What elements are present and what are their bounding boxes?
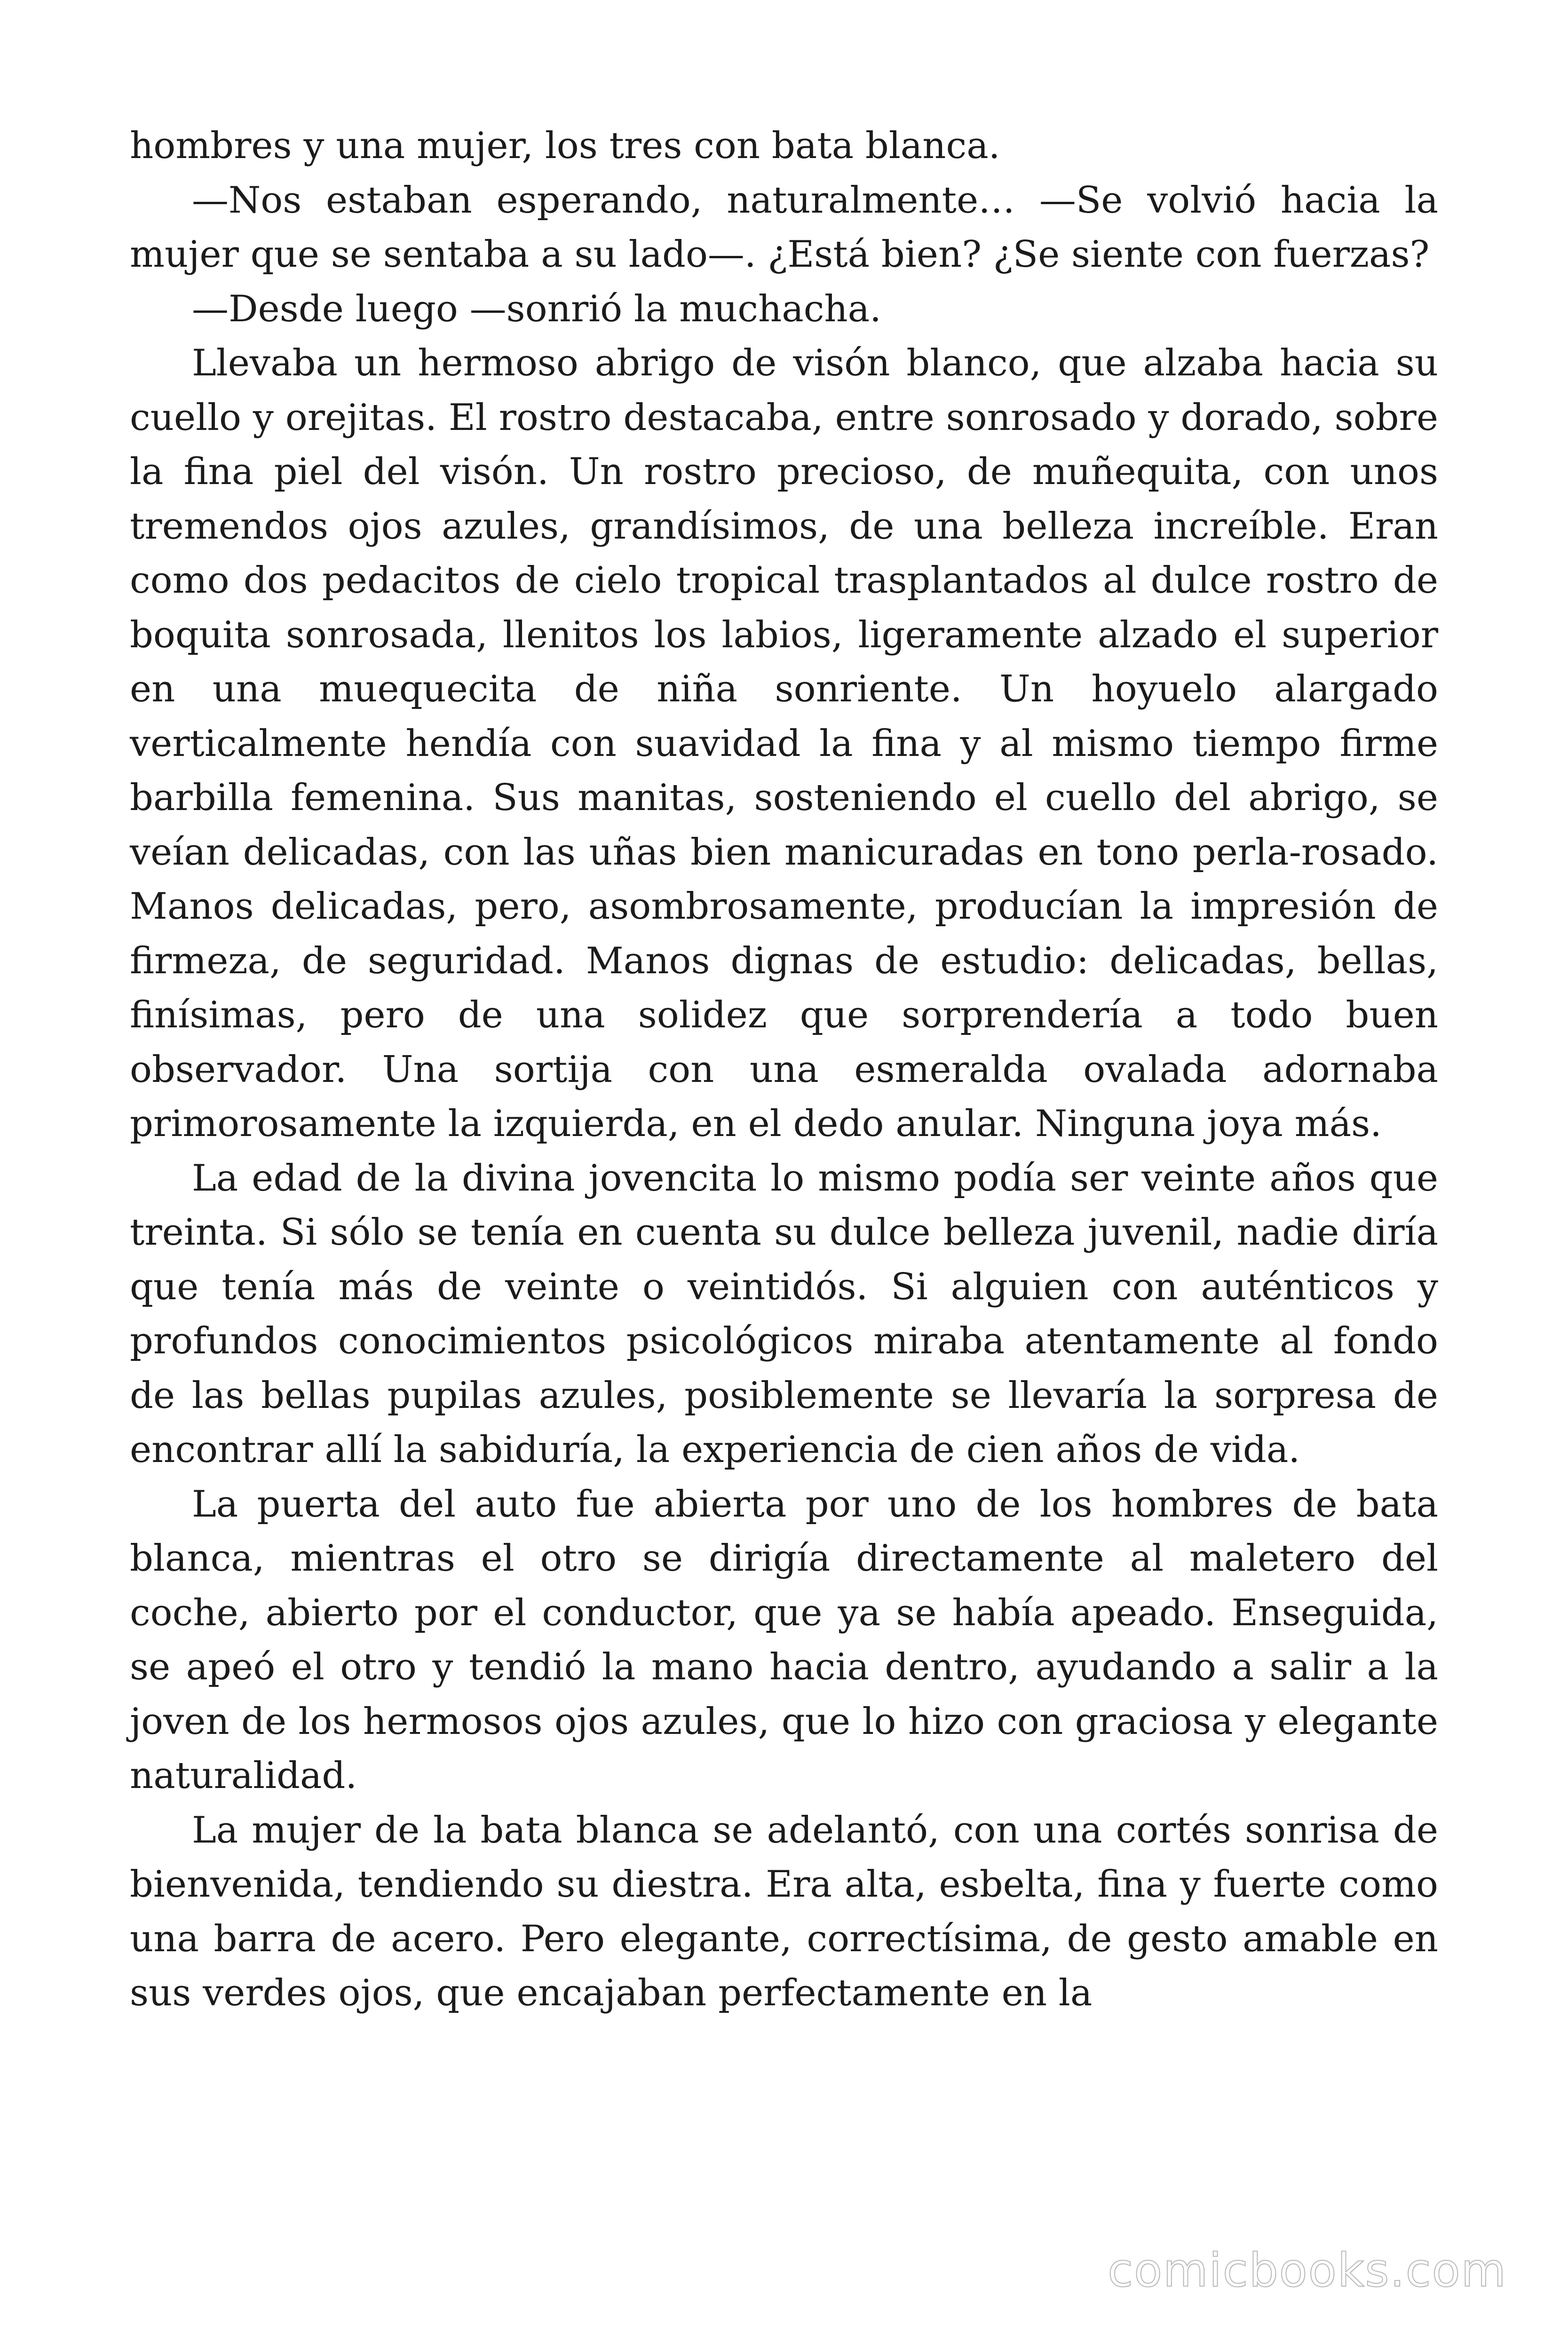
paragraph-woman-white-coat: La mujer de la bata blanca se adelantó, con una cortés sonrisa de bienvenida, tendiendo su diestra. Era alta, esbelta, fina y fuerte como una barra de acero. Pero elegante, correctísima, de gesto amable en sus verdes ojos, que encajaban perfectamente en la: [130, 1809, 1438, 2014]
paragraph-car-door: La puerta del auto fue abierta por uno de los hombres de bata blanca, mientras el otro se dirigía directamente al maletero del coche, abierto por el conductor, que ya se había apeado. Enseguida, se apeó el otro y tendió la mano hacia dentro, ayudando a salir a la joven de los hermosos ojos azules, que lo hizo con graciosa y elegante naturalidad.: [130, 1483, 1438, 1797]
paragraph-description-coat: Llevaba un hermoso abrigo de visón blanco, que alzaba hacia su cuello y orejitas. El rostro destacaba, entre sonrosado y dorado, sobre la fina piel del visón. Un rostro precioso, de muñequita, con unos tremendos ojos azules, grandísimos, de una belleza increíble. Eran como dos pedacitos de cielo tropical trasplantados al dulce rostro de boquita sonrosada, llenitos los labios, ligeramente alzado el superior en una muequecita de niña sonriente. Un hoyuelo alargado verticalmente hendía con suavidad la fina y al mismo tiempo firme barbilla femenina. Sus manitas, sosteniendo el cuello del abrigo, se veían delicadas, con las uñas bien manicuradas en tono perla-rosado. Manos delicadas, pero, asombrosamente, producían la impresión de firmeza, de seguridad. Manos dignas de estudio: delicadas, bellas, finísimas, pero de una solidez que sorprendería a todo buen observador. Una sortija con una esmeralda ovalada adornaba primorosamente la izquierda, en el dedo anular. Ninguna joya más.: [130, 342, 1438, 1145]
paragraph-continuation: hombres y una mujer, los tres con bata blanca.: [130, 125, 1000, 167]
page-body-text: [130, 119, 1438, 2021]
site-watermark: comicbooks.com: [1108, 2244, 1507, 2297]
paragraph-dialogue-2: —Desde luego —sonrió la muchacha.: [192, 287, 881, 330]
paragraph-age: La edad de la divina jovencita lo mismo podía ser veinte años que treinta. Si sólo se tenía en cuenta su dulce belleza juvenil, nadie diría que tenía más de veinte o veintidós. Si alguien con auténticos y profundos conocimientos psicológicos miraba atentamente al fondo de las bellas pupilas azules, posiblemente se llevaría la sorpresa de encontrar allí la sabiduría, la experiencia de cien años de vida.: [130, 1157, 1438, 1471]
paragraph-dialogue-1: —Nos estaban esperando, naturalmente… —Se volvió hacia la mujer que se sentaba a su lado—. ¿Está bien? ¿Se siente con fuerzas?: [130, 179, 1438, 276]
